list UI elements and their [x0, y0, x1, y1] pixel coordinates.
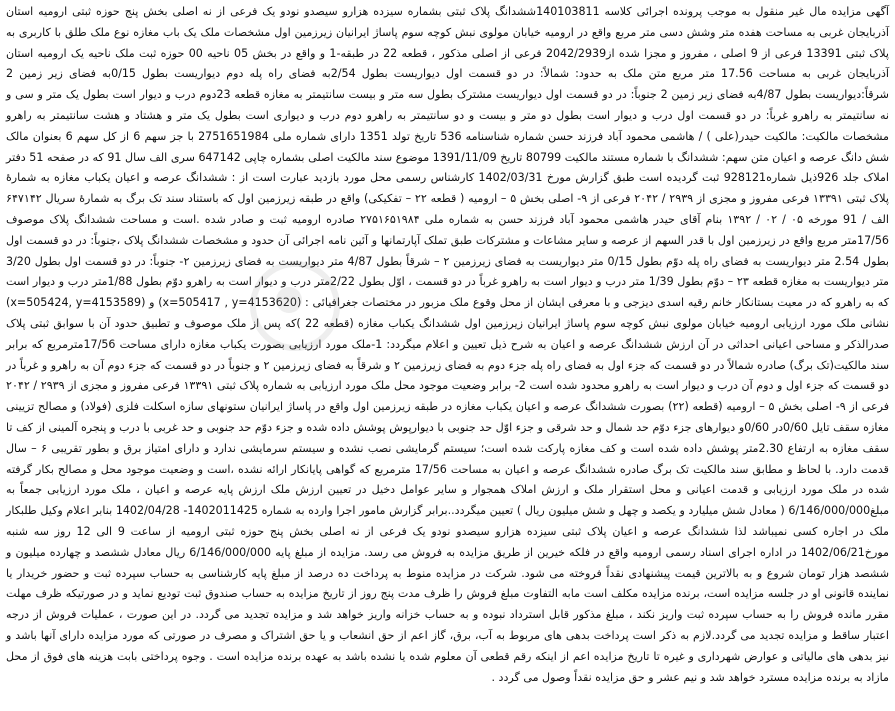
auction-notice-text: آگهی مزایده مال غیر منقول به موجب پرونده اجرائی کلاسه 140103811ششدانگ پلاک ثبتی بشماره سیزده هزارو سیصدو نودو یک فرعی از نه اصلی بخش پنج حوزه ثبتی ارومیه استان آذربایجان غربی به مساحت هفده متر وشش دسی متر مربع واقع در ارومیه خیابان مولوی نبش کوچه سوم پاساژ ایرانیان زیرزمین اول مشخصات ملک یک باب مغازه نوع ملک طلق با کاربری به پلاک ثبتی 13391 فرعی از 9 اصلی ، مفروز و مجزا شده از2042/2939 فرعی از اصلی مذکور ، قطعه 22 در طبقه-1 و واقع در بخش 05 ناحیه 00 حوزه ثبت ملک ناحیه یک ارومیه استان آذربایجان غربی به مساحت 17.56 متر مربع متن ملک به حدود: شمالاً: در دو قسمت اول دیواریست بطول 2/54به فضای راه پله دوم دیواریست بطول 0/15به فضای زیر زمین 2 شرقاً:دیواریست بطول 4/87به فضای زیر زمین 2 جنوباً: در دو قسمت اول دیواریست مشترک بطول سه متر و بیست سانتیمتر به مغازه قطعه 23دوم درب و دیوار است بطول یک متر و سی و نه سانتیمتر به راهرو غرباً: در دو قسمت اول درب و دیوار است بطول دو متر و بیست و دو سانتیمتر به راهرو دوم درب و دیواری است بطول یک متر و هشتاد و هشت سانتیمتر به راهرو مشخصات مالکیت: مالکیت حیدر(علی ) / هاشمی محمود آباد فرزند حسن شماره شناسنامه 536 تاریخ تولد 1351 دارای شماره ملی 2751651984 با جز سهم 6 از کل سهم 6 بعنوان مالک شش دانگ عرصه و اعیان متن سهم: ششدانگ با شماره مستند مالکیت 80799 تاریخ 1391/11/09 موضوع سند مالکیت اصلی بشماره چاپی 647142 سری الف سال 91 که در صفحه 51 دفتر املاک جلد 926ذیل شماره928121 ثبت گردیده است طبق گزارش مورخ 1402/03/31 کارشناس رسمی محل مورد بازدید عبارت است از : ششدانگ عرصه و اعیان یکباب مغازه به شمارهٔ پلاک ثبتی ۱۳۳۹۱ فرعی مفروز و مجزی از ۲۹۳۹ / ۲۰۴۲ فرعی از ۹- اصلی بخش ۵ – ارومیه ( قطعه ۲۲ – تفکیکی) واقع در طبقه زیرزمین اول که باستناد سند تک برگ به شمارهٔ سریال ۶۴۷۱۴۲ الف / 91 مورخه ۰۵ / ۰۲ / ۱۳۹۲ بنام آقای حیدر هاشمی محمود آباد فرزند حسن به شماره ملی ۲۷۵۱۶۵۱۹۸۴ صادره ارومیه ثبت و صادر شده .است و مساحت ششدانگ پلاک موصوف 17/56متر مربع واقع در زیرزمین اول با قدر السهم از عرصه و سایر مشاعات و مشترکات طبق تملک آپارتمانها و آئین نامه اجرائی آن حدود و مشخصات ششدانگ پلاک ،جنوباً: در دو قسمت اول بطول 2.54 متر دیواریست به فضای راه پله دوّم بطول 0/15 متر دیواریست به فضای زیرزمین ۲ – شرقاً بطول 4/87 متر دیواریست به فضای زیرزمین ۲- جنوباً: در دو قسمت اول بطول 3/20 متر دیواریست به مغازه قطعه ۲۳ – دوّم بطول 1/39 متر درب و دیوار است به راهرو غرباً در دو قسمت ، اوّل بطول 2/22متر درب و دیوار است به راهرو دوّم بطول 1/88متر درب و دیوار است که به راهرو که در معیت بستانکار خانم رقیه اسدی دیزجی و با معرفی ایشان از محل وقوع ملک مزبور در مختصات جغرافیائی : (x=505417 , y=4153620) و (x=505424, y=4153589) نشانی ملک مورد ارزیابی ارومیه خیابان مولوی نبش کوچه سوم پاساژ ایرانیان زیرزمین اول ششدانگ یکباب مغازه (قطعه 22 )که پس از ملک موصوف و تطبیق حدود آن با سوابق ثبتی پلاک صدرالذکر و مساحی اعیانی احداثی در آن ارزش ششدانگ عرصه و اعیان به شرح ذیل تعیین و اعلام میگردد: 1-ملک مورد ارزیابی بصورت یکباب مغازه دارای مساحت 17/56مترمربع که برابر سند مالکیت(تک برگ) صادره شمالاً در دو قسمت که جزء اول به فضای راه پله جزء دوم به فضای زیرزمین ۲ و شرقاً به فضای زیرزمین ۲ و جنوباً در دو قسمت که جزء دوم آن به راهرو و غرباً در دو قسمت که جزء اول و دوم آن درب و دیوار است به راهرو محدود شده است 2- برابر وضعیت موجود محل ملک مورد ارزیابی به شماره پلاک ثبتی ۱۳۳۹۱ فرعی مفروز و مجزی از ۲۹۳۹ / ۲۰۴۲ فرعی از ۹- اصلی بخش ۵ – ارومیه (قطعه (۲۲) بصورت ششدانگ عرصه و اعیان یکباب مغازه در طبقه زیرزمین اول واقع در پاساژ ایرانیان ستونهای سازه اسکلت فلزی (فولاد) و مصالح تزیینی مغازه سقف تایل 0/60در 0/60و دیوارهای جزء دوّم حد شمال و حد شرقی و جزء اوّل حد جنوبی با دیوارپوش پوشش داده شده و جزء دوّم حد جنوبی و حد غربی با درب و پنجره آلمینی از کف تا سقف مغازه به ارتفاع 2.30متر پوشش داده شده است و کف مغازه پارکت شده است؛ سیستم گرمایشی نصب نشده و سیستم سرمایشی ندارد و دارای امتیاز برق و بطور تقریبی ۶ – سال قدمت دارد. با لحاظ و مطابق سند مالکیت تک برگ صادره ششدانگ عرصه و اعیان به مساحت 17/56 مترمربع که گواهی پایانکار ارائه نشده ،است و وضعیت موجود محل و مصالح بکار گرفته شده در ملک مورد ارزیابی و قدمت اعیانی و محل استقرار ملک و ارزش املاک همجوار و سایر عوامل دخیل در تعیین ارزش ملک ارزش پایه عرصه و اعیان ، ملک مورد ارزیابی جمعاً به مبلغ6/146/000/000 ( معادل شش میلیارد و یکصد و چهل و شش میلیون ریال ) تعیین میگردد..برابر گزارش مامور اجرا وارده به شماره 1402011425- 1402/04/28 بنابر اعلام وکیل طلبکار ملک در اجاره کسی نمیباشد لذا ششدانگ عرصه و اعیان پلاک ثبتی سیزده هزارو سیصدو نودو یک فرعی از نه اصلی بخش پنج حوزه ثبتی ارومیه از ساعت 9 الی 12 روز سه شنبه مورخ1402/06/21 در اداره اجرای اسناد رسمی ارومیه واقع در فلکه خیرین از طریق مزایده به فروش می رسد. مزایده از مبلغ پایه 6/146/000/000 ریال معادل ششصد و چهارده میلیون و ششصد هزار تومان شروع و به بالاترین قیمت پیشنهادی نقداً فروخته می شود. شرکت در مزایده منوط به پرداخت ده درصد از مبلغ پایه کارشناسی به حساب سپرده ثبت و حضور خریدار یا نماینده قانونی او در جلسه مزایده است، برنده مزایده مکلف است مابه التفاوت مبلغ فروش را ظرف مدت پنج روز از تاریخ مزایده به حساب صندوق ثبت تودیع نماید و در صورتیکه ظرف مهلت مقرر مانده فروش را به حساب سپرده ثبت واریز نکند ، مبلغ مذکور قابل استرداد نبوده و به حساب خزانه واریز خواهد شد و مزایده تجدید می گردد. در این صورت ، عملیات فروش از درجه اعتبار ساقط و مزایده تجدید می گردد.لازم به ذکر است پرداخت بدهی های مربوط به آب، برق، گاز اعم از حق انشعاب و یا حق اشتراک و مصرف در صورتی که مورد مزایده دارای آنها باشد و نیز بدهی های مالیاتی و عوارض شهرداری و غیره تا تاریخ مزایده اعم از اینکه رقم قطعی آن معلوم شده یا نشده باشد به عهده برنده مزایده است . وجوه پرداختی بابت هزینه های فوق از محل مازاد به برنده مزایده مسترد خواهد شد و نیم عشر و حق مزایده نقداً وصول می گردد .	[6, 5, 890, 684]
